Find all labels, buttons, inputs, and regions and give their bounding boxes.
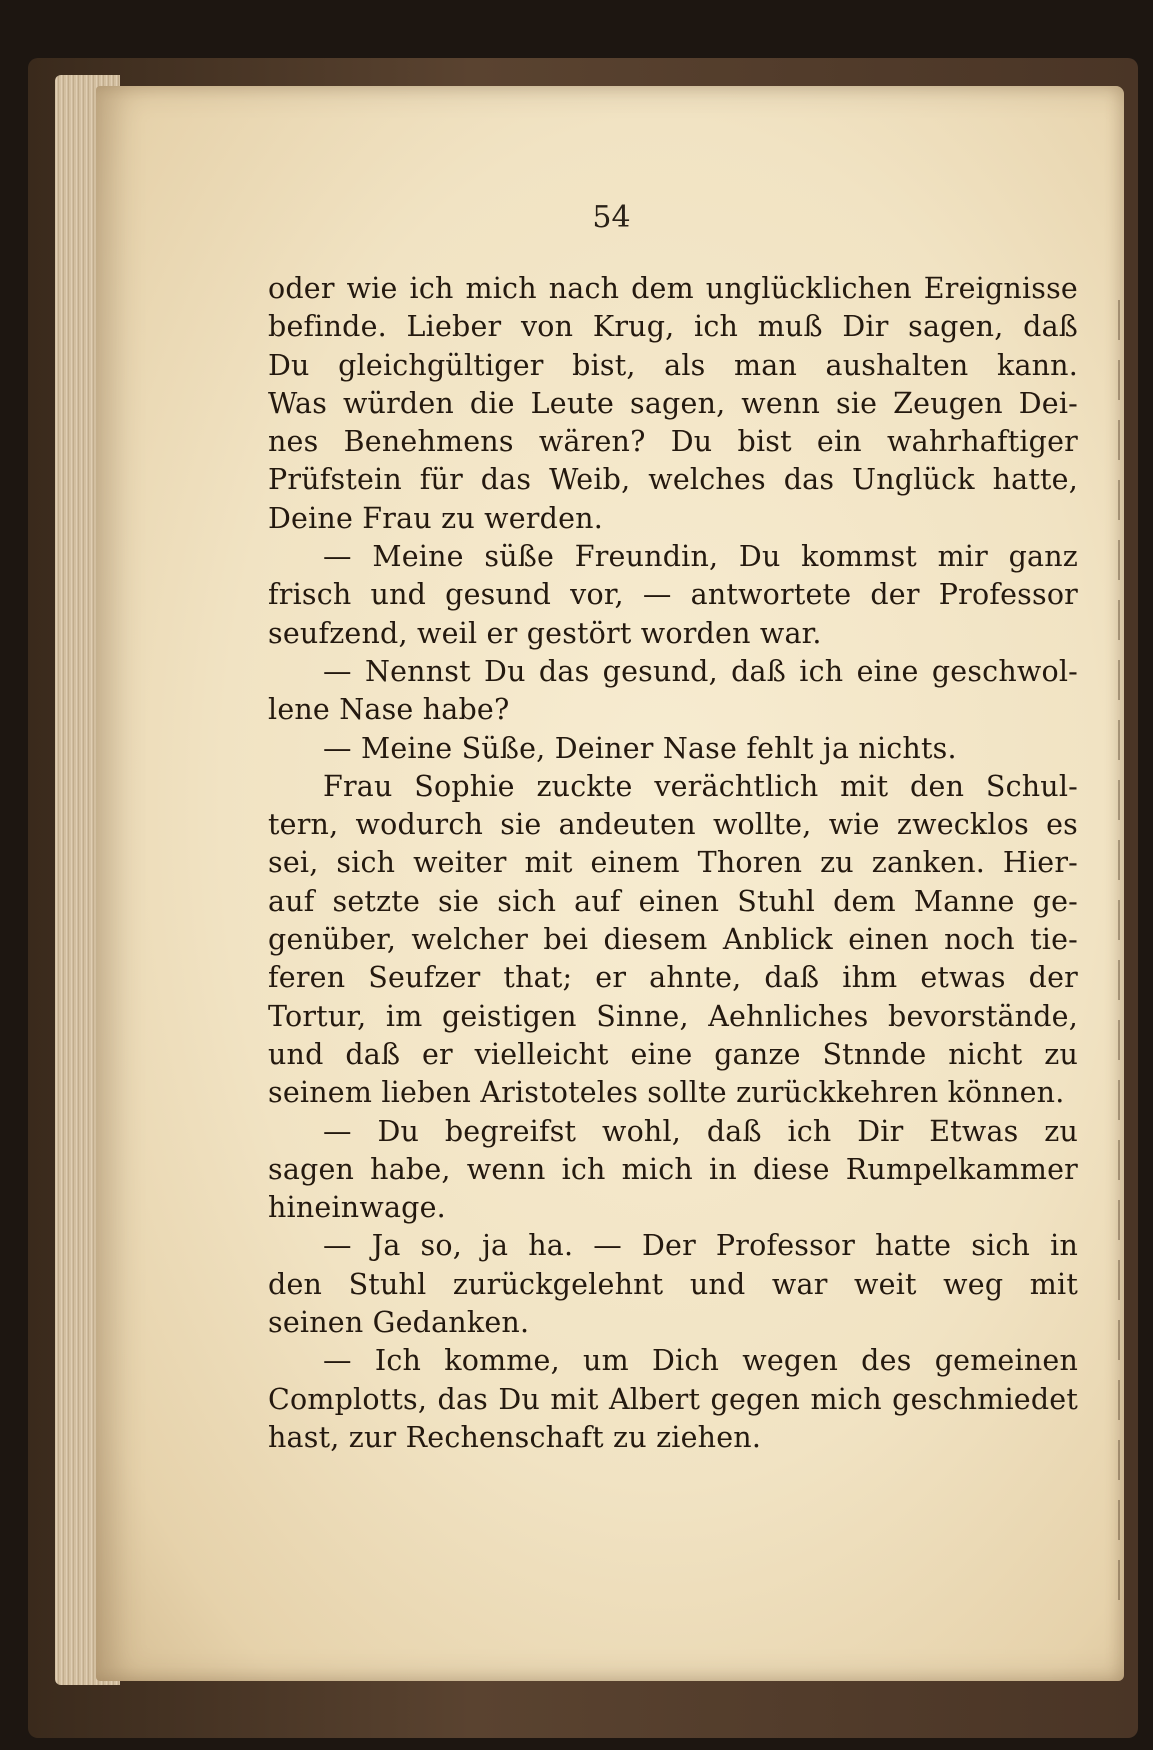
text-line: Tortur, im geistigen Sinne, Aehnliches bevorstände, [268,999,1078,1033]
text-line: Deine Frau zu werden. [268,501,603,535]
text-line: den Stuhl zurückgelehnt und war weit weg mit [268,1267,1078,1301]
text-line: Was würden die Leute sagen, wenn sie Zeugen Dei- [268,386,1078,420]
page-fold-shadow [1118,300,1120,1620]
text-line: oder wie ich mich nach dem unglücklichen Ereignisse [268,272,1078,305]
text-line: — Meine süße Freundin, Du kommst mir ganz [323,540,1078,574]
text-line: — Du begreifst wohl, daß ich Dir Etwas zu [323,1114,1078,1148]
text-line: — Ja so, ja ha. — Der Professor hatte sich in [323,1229,1078,1263]
text-line: und daß er vielleicht eine ganze Stnnde nicht zu [268,1037,1078,1071]
page-number: 54 [592,200,631,235]
text-line: seinem lieben Aristoteles sollte zurückkehren können. [268,1076,1065,1110]
text-line: sagen habe, wenn ich mich in diese Rumpelkammer [268,1152,1078,1186]
text-line: hineinwage. [268,1191,446,1225]
text-line: Du gleichgültiger bist, als man aushalten kann. [268,348,1078,382]
text-line: — Nennst Du das gesund, daß ich eine geschwol- [323,654,1078,688]
text-line: genüber, welcher bei diesem Anblick einen noch tie- [268,923,1078,957]
text-line: — Meine Süße, Deiner Nase fehlt ja nichts. [323,731,957,765]
text-line: sei, sich weiter mit einem Thoren zu zanken. Hier- [268,846,1078,880]
text-line: seufzend, weil er gestört worden war. [268,616,822,650]
body-text [268,270,1078,1457]
text-line: auf setzte sie sich auf einen Stuhl dem Manne ge- [268,884,1078,918]
text-line: seinen Gedanken. [268,1306,530,1340]
text-line: Frau Sophie zuckte verächtlich mit den Schul- [323,769,1078,803]
text-line: hast, zur Rechenschaft zu ziehen. [268,1420,762,1454]
text-line: — Ich komme, um Dich wegen des gemeinen [323,1344,1078,1378]
text-line: tern, wodurch sie andeuten wollte, wie zwecklos es [268,808,1078,842]
text-line: frisch und gesund vor, — antwortete der Professor [268,578,1078,612]
text-line: Complotts, das Du mit Albert gegen mich geschmiedet [268,1382,1078,1416]
text-line: feren Seufzer that; er ahnte, daß ihm etwas der [268,961,1078,995]
text-line: nes Benehmens wären? Du bist ein wahrhaftiger [268,425,1078,459]
text-line: Prüfstein für das Weib, welches das Unglück hatte, [268,463,1078,497]
text-line: befinde. Lieber von Krug, ich muß Dir sagen, daß [268,310,1078,344]
text-line: lene Nase habe? [268,693,510,727]
